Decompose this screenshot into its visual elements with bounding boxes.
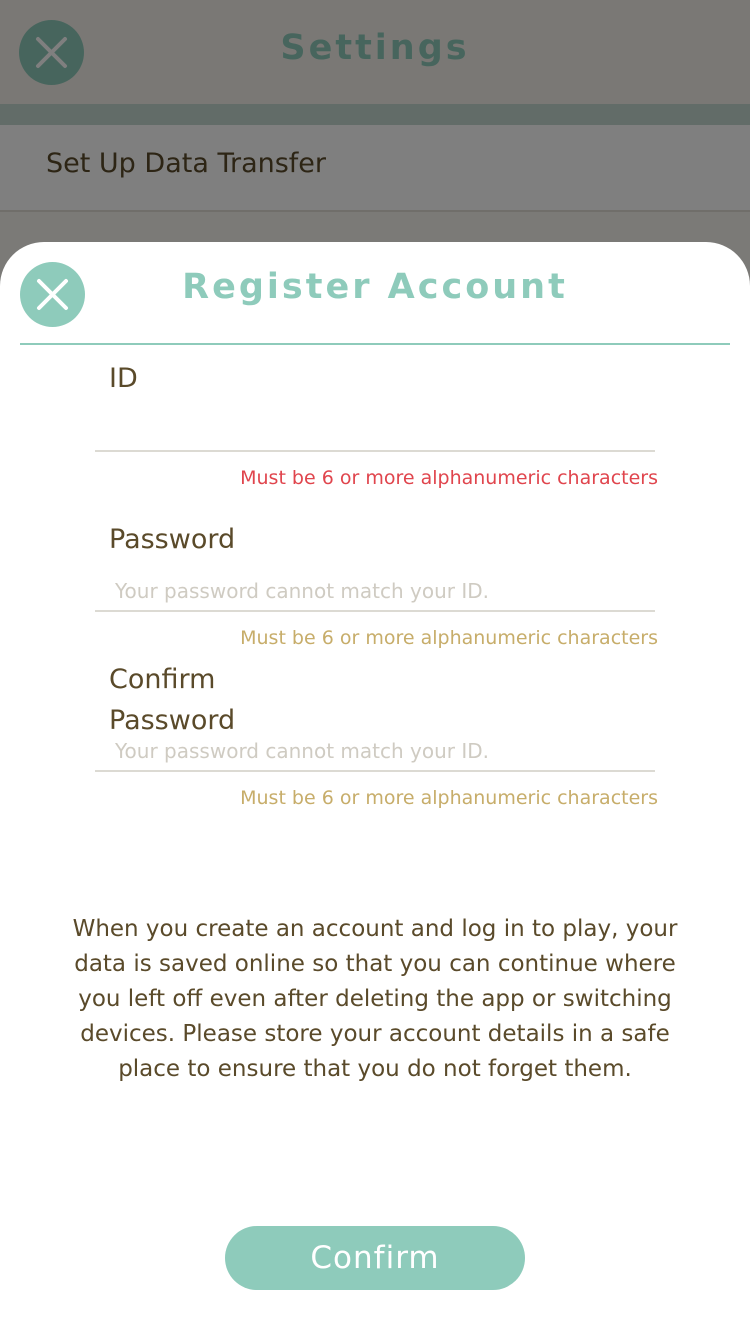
confirm-password-input[interactable] bbox=[95, 732, 655, 772]
password-hint: Must be 6 or more alphanumeric characters bbox=[240, 627, 658, 649]
password-input[interactable] bbox=[95, 572, 655, 612]
password-label: Password bbox=[109, 524, 236, 555]
id-label: ID bbox=[109, 363, 138, 394]
register-account-sheet bbox=[0, 242, 750, 1334]
confirm-password-label: Confirm Password bbox=[109, 664, 236, 736]
sheet-title: Register Account bbox=[182, 267, 568, 307]
id-input[interactable] bbox=[95, 412, 655, 452]
confirm-password-hint: Must be 6 or more alphanumeric characters bbox=[240, 787, 658, 809]
account-info-text: When you create an account and log in to play, your data is saved online so that you can continue where you left off even after deleting the app or switching devices. Please store your account details in a safe place to ensure that you do not forget them. bbox=[72, 916, 678, 1082]
confirm-button[interactable]: Confirm bbox=[225, 1226, 525, 1290]
title-divider bbox=[20, 343, 730, 345]
id-hint: Must be 6 or more alphanumeric characters bbox=[240, 467, 658, 489]
